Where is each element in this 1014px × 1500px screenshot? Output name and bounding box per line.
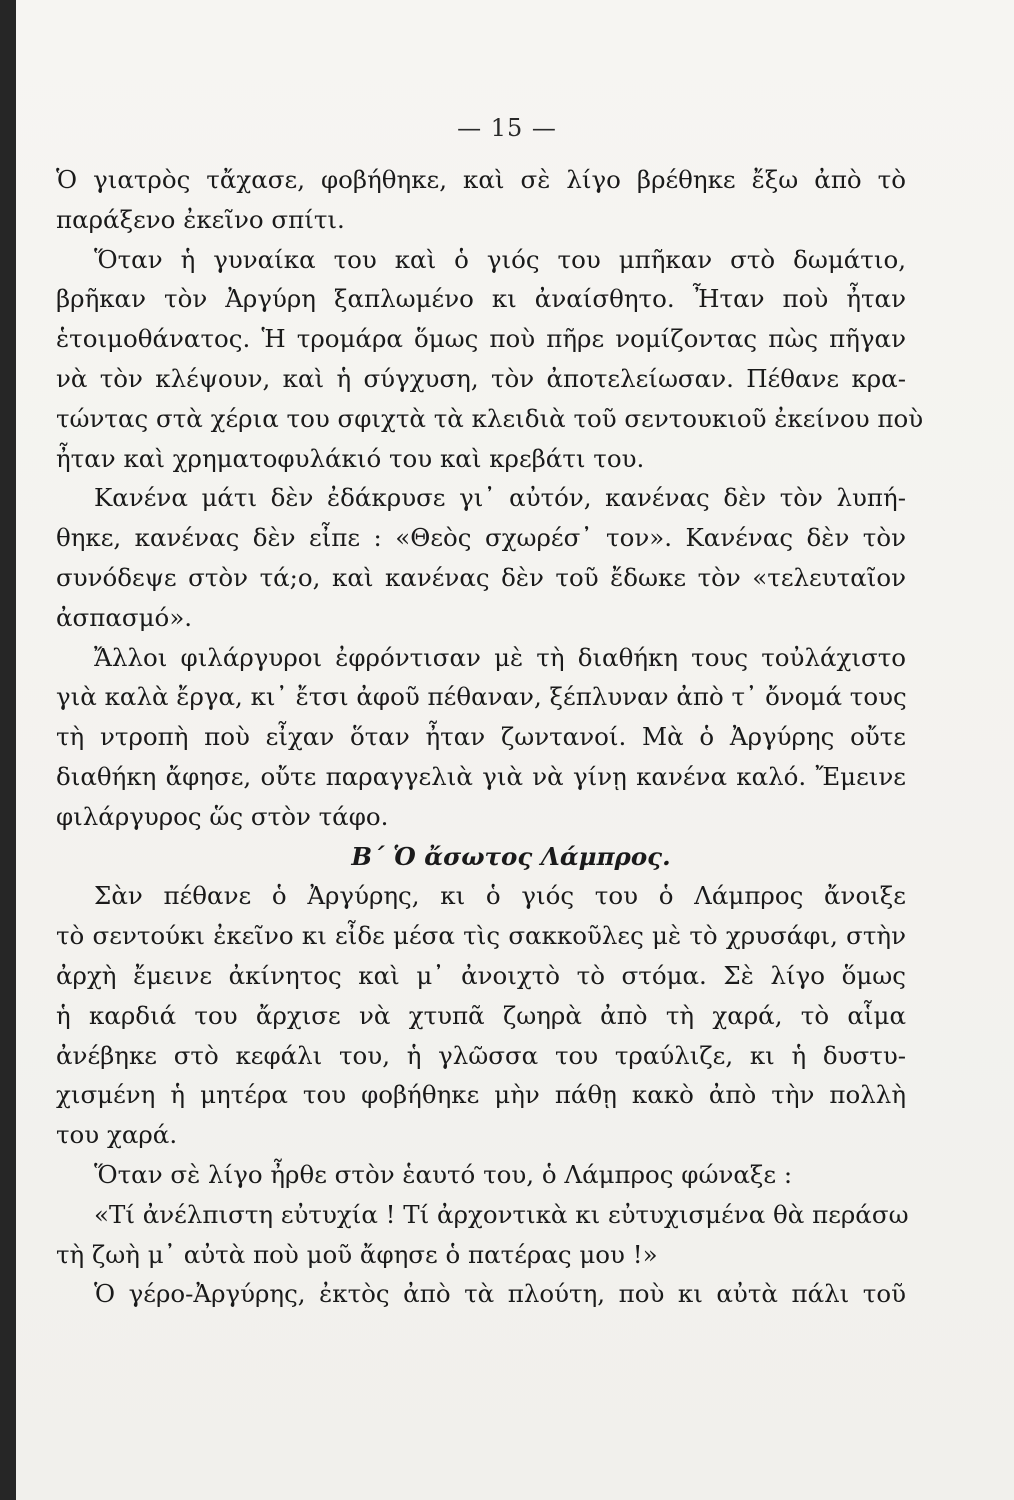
text-line: ἀνέβηκε στὸ κεφάλι του, ἡ γλῶσσα του τραύλιζε, κι ἡ δυστυ- xyxy=(56,1040,906,1070)
section-heading: Β΄ Ὁ ἄσωτος Λάμπρος. xyxy=(351,841,671,871)
text-line: συνόδεψε στὸν τά;ο, καὶ κανένας δὲν τοῦ ἔδωκε τὸν «τελευταῖον xyxy=(56,562,906,592)
text-line: «Τί ἀνέλπιστη εὐτυχία ! Τί ἀρχοντικὰ κι εὐτυχισμένα θὰ περάσω xyxy=(94,1199,909,1229)
page-edge-shadow xyxy=(0,0,16,1500)
text-line: νὰ τὸν κλέψουν, καὶ ἡ σύγχυση, τὸν ἀποτελείωσαν. Πέθανε κρα- xyxy=(56,363,906,393)
text-line: τὴ ζωὴ μ᾽ αὐτὰ ποὺ μοῦ ἄφησε ὁ πατέρας μου !» xyxy=(56,1239,658,1269)
text-line: ἀσπασμό». xyxy=(56,602,193,632)
text-line: τὴ ντροπὴ ποὺ εἶχαν ὅταν ἦταν ζωντανοί. Μὰ ὁ Ἀργύρης οὔτε xyxy=(56,722,906,752)
text-line: ἡ καρδιά του ἄρχισε νὰ χτυπᾶ ζωηρὰ ἀπὸ τὴ χαρά, τὸ αἷμα xyxy=(56,1000,906,1030)
text-line: διαθήκη ἄφησε, οὔτε παραγγελιὰ γιὰ νὰ γίνῃ κανένα καλό. Ἔμεινε xyxy=(56,761,906,791)
text-line: ἀρχὴ ἔμεινε ἀκίνητος καὶ μ᾽ ἀνοιχτὸ τὸ στόμα. Σὲ λίγο ὅμως xyxy=(56,960,906,990)
text-line: Ὅταν σὲ λίγο ἦρθε στὸν ἑαυτό του, ὁ Λάμπρος φώναξε : xyxy=(94,1159,793,1189)
text-line: ἦταν καὶ χρηματοφυλάκιό του καὶ κρεβάτι του. xyxy=(56,443,645,473)
text-line: ἑτοιμοθάνατος. Ἡ τρομάρα ὅμως ποὺ πῆρε νομίζοντας πὼς πῆγαν xyxy=(56,324,906,354)
text-line: θηκε, κανένας δὲν εἶπε : «Θεὸς σχωρέσ᾽ τον». Κανένας δὲν τὸν xyxy=(56,523,906,553)
body-text xyxy=(56,160,924,1314)
text-line: Ἄλλοι φιλάργυροι ἐφρόντισαν μὲ τὴ διαθήκη τους τοὐλάχιστο xyxy=(94,642,906,672)
text-line: τώντας στὰ χέρια του σφιχτὰ τὰ κλειδιὰ τοῦ σεντουκιοῦ ἐκείνου ποὺ xyxy=(56,403,924,433)
text-line: παράξενο ἐκεῖνο σπίτι. xyxy=(56,204,345,234)
text-line: Ὁ γέρο-Ἀργύρης, ἐκτὸς ἀπὸ τὰ πλούτη, ποὺ κι αὐτὰ πάλι τοῦ xyxy=(94,1279,906,1309)
text-line: Κανένα μάτι δὲν ἐδάκρυσε γι᾽ αὐτόν, κανένας δὲν τὸν λυπή- xyxy=(94,483,906,513)
text-line: Ὅταν ἡ γυναίκα του καὶ ὁ γιός του μπῆκαν στὸ δωμάτιο, xyxy=(94,244,906,274)
text-line: γιὰ καλὰ ἔργα, κι᾽ ἔτσι ἀφοῦ πέθαναν, ξέπλυναν ἀπὸ τ᾽ ὄνομά τους xyxy=(56,682,907,712)
text-line: χισμένη ἡ μητέρα του φοβήθηκε μὴν πάθῃ κακὸ ἀπὸ τὴν πολλὴ xyxy=(56,1080,906,1110)
text-line: Σὰν πέθανε ὁ Ἀργύρης, κι ὁ γιός του ὁ Λάμπρος ἄνοιξε xyxy=(94,881,906,911)
text-line: του χαρά. xyxy=(56,1120,178,1150)
text-line: φιλάργυρος ὥς στὸν τάφο. xyxy=(56,801,389,831)
text-line: Ὁ γιατρὸς τἄχασε, φοβήθηκε, καὶ σὲ λίγο βρέθηκε ἔξω ἀπὸ τὸ xyxy=(56,165,906,194)
page-number: — 15 — xyxy=(457,114,557,142)
text-line: τὸ σεντούκι ἐκεῖνο κι εἶδε μέσα τὶς σακκοῦλες μὲ τὸ χρυσάφι, στὴν xyxy=(56,921,906,951)
text-line: βρῆκαν τὸν Ἀργύρη ξαπλωμένο κι ἀναίσθητο. Ἦταν ποὺ ἦταν xyxy=(56,284,906,314)
